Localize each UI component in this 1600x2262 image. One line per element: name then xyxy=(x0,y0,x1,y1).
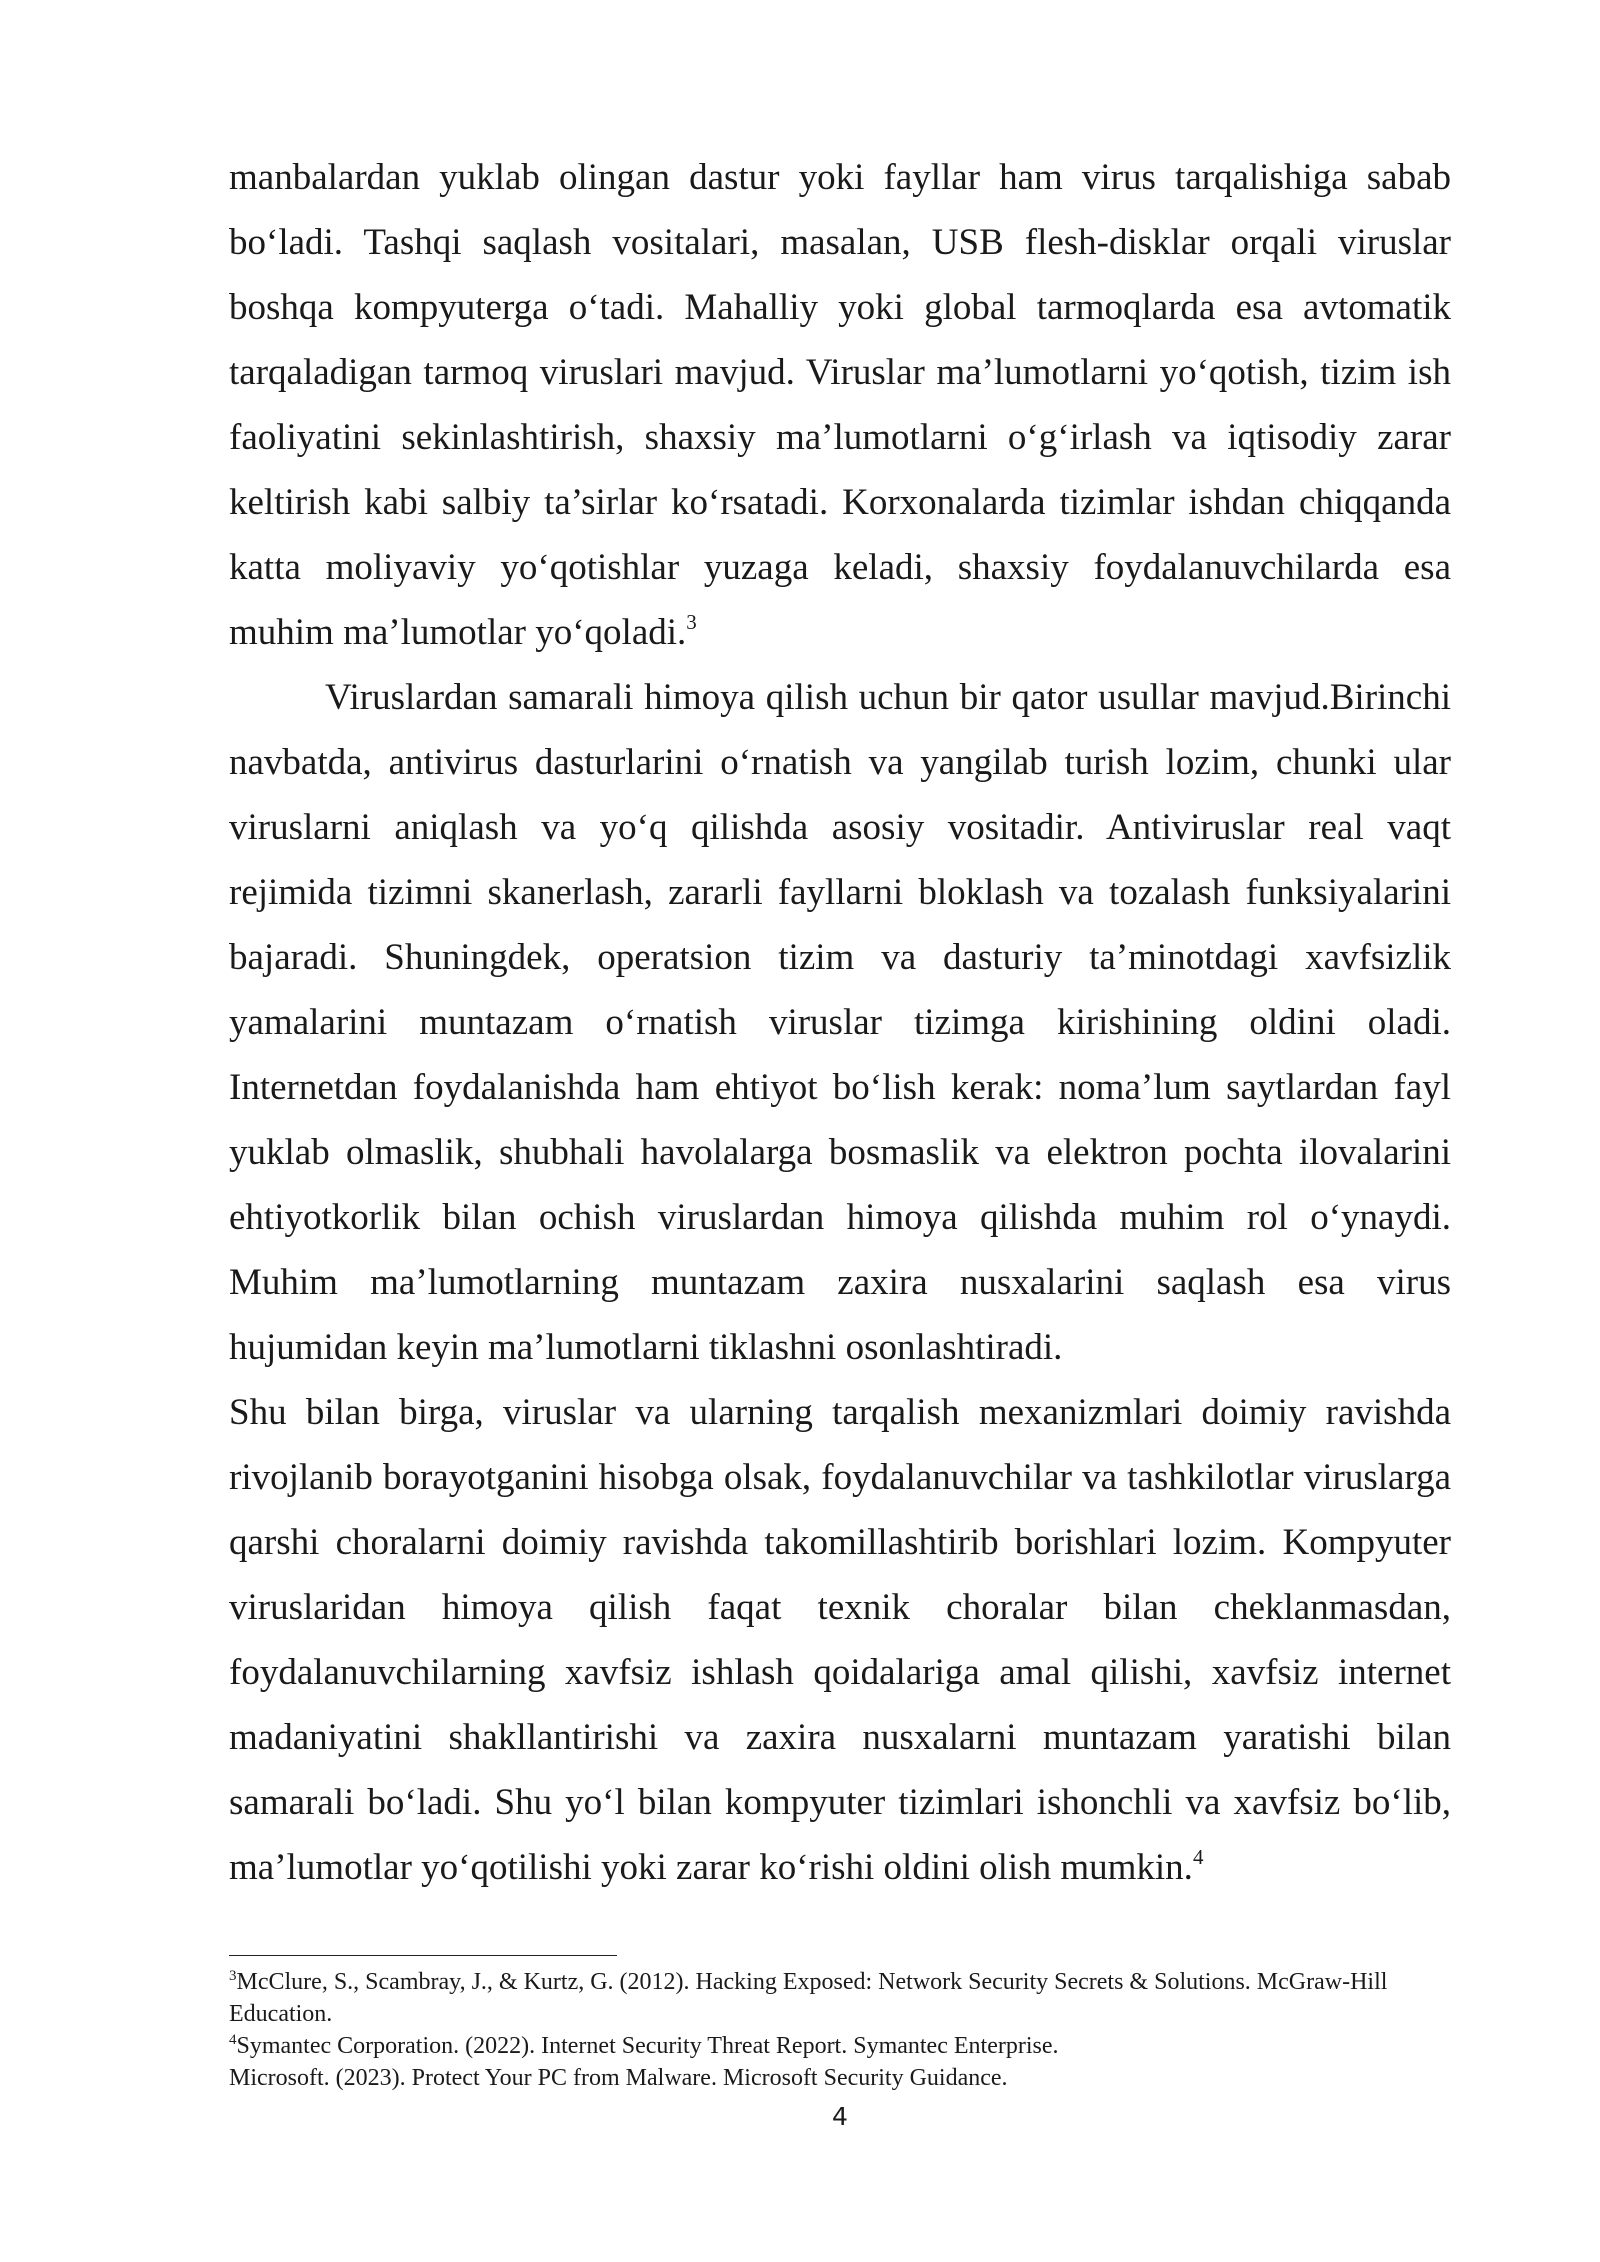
footnote-reference[interactable]: 3 xyxy=(686,610,697,634)
paragraph-text: Shu bilan birga, viruslar va ularning tarqalish mexanizmlari doimiy ravishda rivojlanib borayotganini hisobga olsak, foydalanuvchilar va tashkilotlar viruslarga qarshi choralarni doimiy ravishda takomillashtirib borishlari lozim. Kompyuter viruslaridan himoya qilish faqat texnik choralar bilan cheklanmasdan, foydalanuvchilarning xavfsiz ishlash qoidalariga amal qilishi, xavfsiz internet madaniyatini shakllantirishi va zaxira nusxalarni muntazam yaratishi bilan samarali bo‘ladi. Shu yo‘l bilan kompyuter tizimlari ishonchli va xavfsiz bo‘lib, ma’lumotlar yo‘qotilishi yoki zarar ko‘rishi oldini olish mumkin. xyxy=(229,1392,1451,1888)
body-text xyxy=(229,145,1451,1900)
paragraph-text: Viruslardan samarali himoya qilish uchun bir qator usullar mavjud.Birinchi navbatda, antivirus dasturlarini o‘rnatish va yangilab turish lozim, chunki ular viruslarni aniqlash va yo‘q qilishda asosiy vositadir. Antiviruslar real vaqt rejimida tizimni skanerlash, zararli fayllarni bloklash va tozalash funksiyalarini bajaradi. Shuningdek, operatsion tizim va dasturiy ta’minotdagi xavfsizlik yamalarini muntazam o‘rnatish viruslar tizimga kirishining oldini oladi. Internetdan foydalanishda ham ehtiyot bo‘lish kerak: noma’lum saytlardan fayl yuklab olmaslik, shubhali havolalarga bosmaslik va elektron pochta ilovalarini ehtiyotkorlik bilan ochish viruslardan himoya qilishda muhim rol o‘ynaydi. Muhim ma’lumotlarning muntazam zaxira nusxalarini saqlash esa virus hujumidan keyin ma’lumotlarni tiklashni osonlashtiradi. xyxy=(229,677,1451,1368)
paragraph-malware-spread xyxy=(229,145,1451,665)
paragraph-protection-methods xyxy=(229,665,1451,1380)
footnote-number: 3 xyxy=(229,1968,237,1984)
footnotes xyxy=(229,1966,1451,2094)
footnote-text: Symantec Corporation. (2022). Internet Security Threat Report. Symantec Enterprise. xyxy=(236,2033,1059,2059)
footnote-item xyxy=(229,1966,1451,2030)
footnote-item xyxy=(229,2062,1451,2094)
footnote-reference[interactable]: 4 xyxy=(1192,1845,1204,1869)
footnote-separator xyxy=(229,1955,617,1956)
footnote-text: McClure, S., Scambray, J., & Kurtz, G. (2012). Hacking Exposed: Network Security Secrets & Solutions. McGraw-Hill Education. xyxy=(229,1969,1388,2027)
paragraph-text: manbalardan yuklab olingan dastur yoki fayllar ham virus tarqalishiga sabab bo‘ladi. Tashqi saqlash vositalari, masalan, USB flesh-disklar orqali viruslar boshqa kompyuterga o‘tadi. Mahalliy yoki global tarmoqlarda esa avtomatik tarqaladigan tarmoq viruslari mavjud. Viruslar ma’lumotlarni yo‘qotish, tizim ish faoliyatini sekinlashtirish, shaxsiy ma’lumotlarni o‘g‘irlash va iqtisodiy zarar keltirish kabi salbiy ta’sirlar ko‘rsatadi. Korxonalarda tizimlar ishdan chiqqanda katta moliyaviy yo‘qotishlar yuzaga keladi, shaxsiy foydalanuvchilarda esa muhim ma’lumotlar yo‘qoladi. xyxy=(229,157,1451,653)
footnote-text: Microsoft. (2023). Protect Your PC from Malware. Microsoft Security Guidance. xyxy=(229,2065,1008,2091)
paragraph-conclusion xyxy=(229,1380,1451,1900)
footnote-number: 4 xyxy=(229,2032,237,2048)
footnote-item xyxy=(229,2030,1451,2062)
page-number: 4 xyxy=(832,2102,848,2131)
